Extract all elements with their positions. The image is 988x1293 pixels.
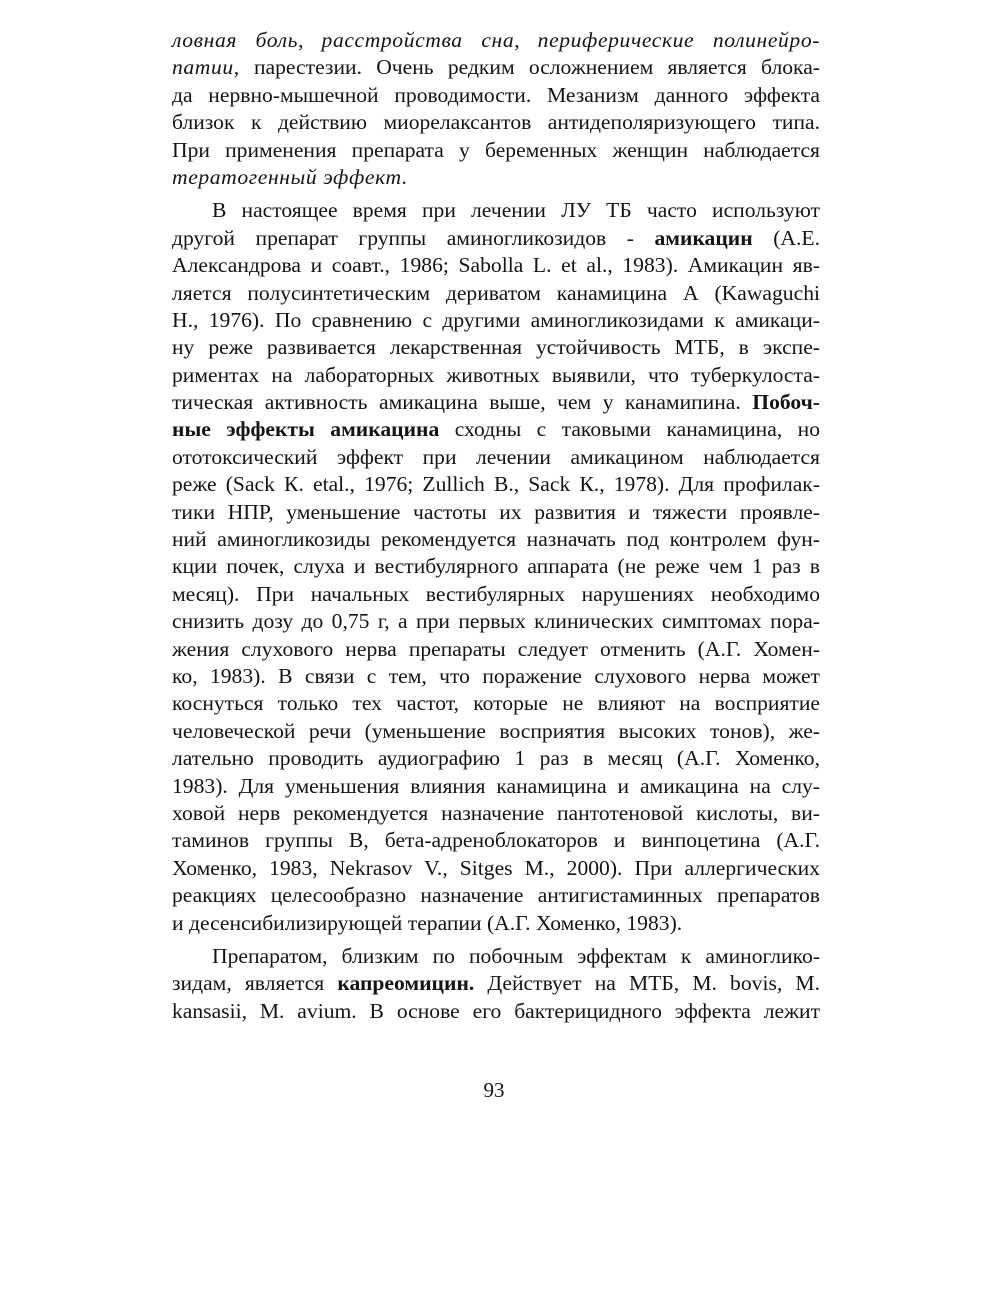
text-run: снизить дозу до 0,75 г, а при первых клинических симптомах пора- [172,609,820,634]
text-run: Александрова и соавт., 1986; Sabolla L. et al., 1983). Амикацин яв- [172,253,820,278]
text-run: месяц). При начальных вестибулярных нарушениях необходимо [172,581,820,606]
text-run: ототоксический эффект при лечении амикацином наблюдается [172,444,820,469]
text-run: таминов группы В, бета-адреноблокаторов и винпоцетина (А.Г. [172,828,820,853]
italic-text: тератогенный эффект. [172,164,408,189]
text-run: (А.Е. [752,225,821,250]
text-run: 1983). Для уменьшения влияния канамицина и амикацина на слу- [172,773,820,798]
text-run: ний аминогликозиды рекомендуется назначать под контролем фун- [172,527,820,552]
text-run: ховой нерв рекомендуется назначение пантотеновой кислоты, ви- [172,800,820,825]
text-line [172,334,820,361]
italic-text: ловная боль [172,28,299,52]
text-line [172,389,820,416]
text-line [172,970,820,997]
text-run: В настоящее время при лечении ЛУ ТБ часто используют [212,198,820,223]
italic-text: расстройства сна [321,28,515,52]
text-run: Действует на МТБ, М. bovis, М. [474,971,820,996]
text-run: парестезии. Очень редким осложнением является блока- [239,55,820,80]
text-run: тическая активность амикацина выше, чем у канамипина. [172,390,753,415]
text-line [172,827,820,854]
text-run: ляется полусинтетическим дериватом канамицина А (Kawaguchi [172,280,820,305]
text-line [172,690,820,717]
text-run: и десенсибилизирующей терапии (А.Г. Хоменко, 1983). [172,910,683,935]
bold-term: ные эффекты амикацина [172,417,440,442]
text-line [172,280,820,307]
bold-term: Побоч- [752,390,820,415]
text-line [172,471,820,498]
text-line [172,109,820,136]
text-line [172,307,820,334]
text-line [172,197,820,224]
text-line [172,553,820,580]
text-line [172,54,820,81]
text-run: Н., 1976). По сравнению с другими аминогликозидами к амикаци- [172,307,820,332]
text-line [172,137,820,164]
bold-term: амикацин [654,225,753,250]
text-run: коснуться только тех частот, которые не влияют на восприятие [172,691,820,716]
text-run: реакциях целесообразно назначение антигистаминных препаратов [172,883,820,908]
text-line [172,998,820,1025]
text-run: тики НПР, уменьшение частоты их развития и тяжести проявле- [172,499,820,524]
text-line [172,943,820,970]
text-line [172,252,820,279]
paragraph [172,27,820,191]
text-line [172,910,820,937]
text-run: При применения препарата у беременных женщин наблюдается [172,137,820,162]
text-line [172,745,820,772]
text-run: жения слухового нерва препараты следует отменить (А.Г. Хомен- [172,636,820,661]
text-run: риментах на лабораторных животных выявили, что туберкулоста- [172,362,820,387]
text-line [172,444,820,471]
paragraph [172,943,820,1025]
text-run: близок к действию миорелаксантов антидеполяризующего типа. [172,110,820,135]
text-line [172,82,820,109]
text-run: ну реже развивается лекарственная устойчивость МТБ, в экспе- [172,335,820,360]
text-run: Препаратом, близким по побочным эффектам к аминоглико- [212,943,820,968]
page-number: 93 [483,1078,505,1102]
text-line [172,800,820,827]
italic-text: периферические полинейро- [537,28,821,52]
italic-text: патии, [172,55,240,80]
text-run: , [514,28,538,52]
text-line [172,608,820,635]
text-line [172,526,820,553]
text-run: ко, 1983). В связи с тем, что поражение слухового нерва может [172,663,820,688]
text-line [172,855,820,882]
text-line [172,718,820,745]
text-line [172,773,820,800]
text-line [172,636,820,663]
text-run: человеческой речи (уменьшение восприятия высоких тонов), же- [172,718,820,743]
text-run: зидам, является [172,971,338,996]
text-run: другой препарат группы аминогликозидов - [172,225,655,250]
text-line [172,581,820,608]
text-line [172,499,820,526]
text-line [172,882,820,909]
text-run: кции почек, слуха и вестибулярного аппарата (не реже чем 1 раз в [172,554,820,579]
text-run: Хоменко, 1983, Nekrasov V., Sitges М., 2000). При аллергических [172,855,820,880]
text-line [172,416,820,443]
text-line [172,225,820,252]
text-run: реже (Sack К. etal., 1976; Zullich В., Sack К., 1978). Для профилак- [172,472,820,497]
text-line [172,663,820,690]
text-run: лательно проводить аудиографию 1 раз в месяц (А.Г. Хоменко, [172,746,820,771]
text-line [172,362,820,389]
bold-term: капреомицин. [337,971,475,996]
body-text [172,27,820,1025]
text-line [172,164,820,191]
text-line [172,27,820,54]
text-run: , [298,28,322,52]
text-run: kansasii, М. avium. В основе его бактерицидного эффекта лежит [172,998,820,1023]
paragraph [172,197,820,937]
text-run: сходны с таковыми канамицина, но [439,417,820,442]
text-run: да нервно-мышечной проводимости. Мезанизм данного эффекта [172,82,820,107]
